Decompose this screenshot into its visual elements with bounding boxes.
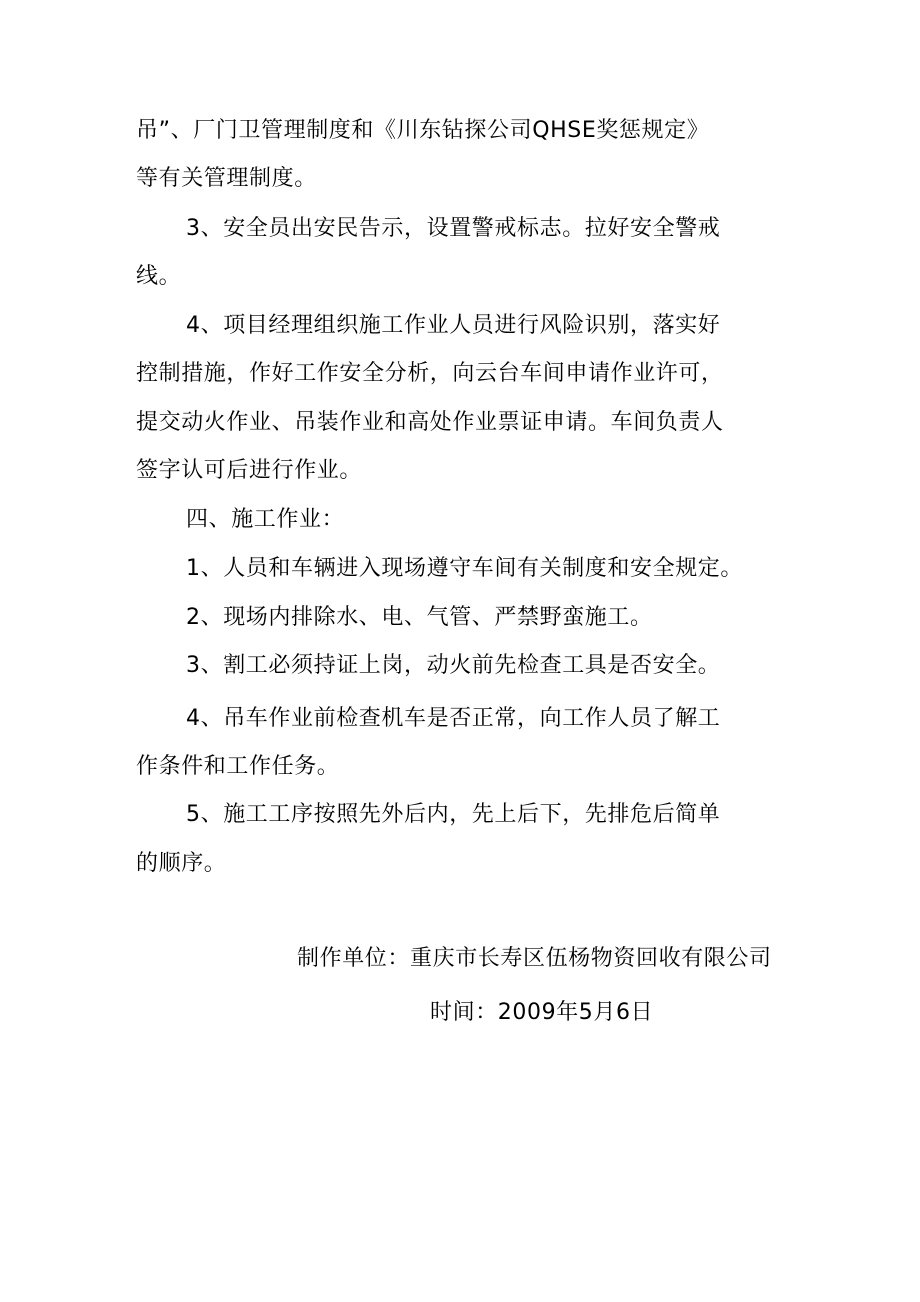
list-item: 5、施工工序按照先外后内，先上后下，先排危后简单 xyxy=(186,802,721,827)
section-heading: 四、施工作业： xyxy=(186,507,345,532)
paragraph-line: 提交动火作业、吊装作业和高处作业票证申请。车间负责人 xyxy=(136,410,724,435)
paragraph-line: 吊”、厂门卫管理制度和《川东钻探公司QHSE奖惩规定》 xyxy=(136,118,710,143)
paragraph-line: 4、项目经理组织施工作业人员进行风险识别，落实好 xyxy=(186,313,721,338)
paragraph-line: 签字认可后进行作业。 xyxy=(136,458,363,483)
list-item: 的顺序。 xyxy=(136,851,227,876)
issue-date: 时间：2009年5月6日 xyxy=(430,1000,654,1025)
list-item: 4、吊车作业前检查机车是否正常，向工作人员了解工 xyxy=(186,706,721,731)
list-item: 3、割工必须持证上岗，动火前先检查工具是否安全。 xyxy=(186,653,721,678)
list-item: 1、人员和车辆进入现场遵守车间有关制度和安全规定。 xyxy=(186,556,743,581)
paragraph-line: 线。 xyxy=(136,264,182,289)
paragraph-line: 控制措施，作好工作安全分析，向云台车间申请作业许可， xyxy=(136,361,724,386)
list-item: 作条件和工作任务。 xyxy=(136,754,340,779)
paragraph-line: 3、安全员出安民告示，设置警戒标志。拉好安全警戒 xyxy=(186,216,721,241)
issuing-organization: 制作单位：重庆市长寿区伍杨物资回收有限公司 xyxy=(297,946,772,971)
list-item: 2、现场内排除水、电、气管、严禁野蛮施工。 xyxy=(186,605,653,630)
paragraph-line: 等有关管理制度。 xyxy=(136,166,317,191)
